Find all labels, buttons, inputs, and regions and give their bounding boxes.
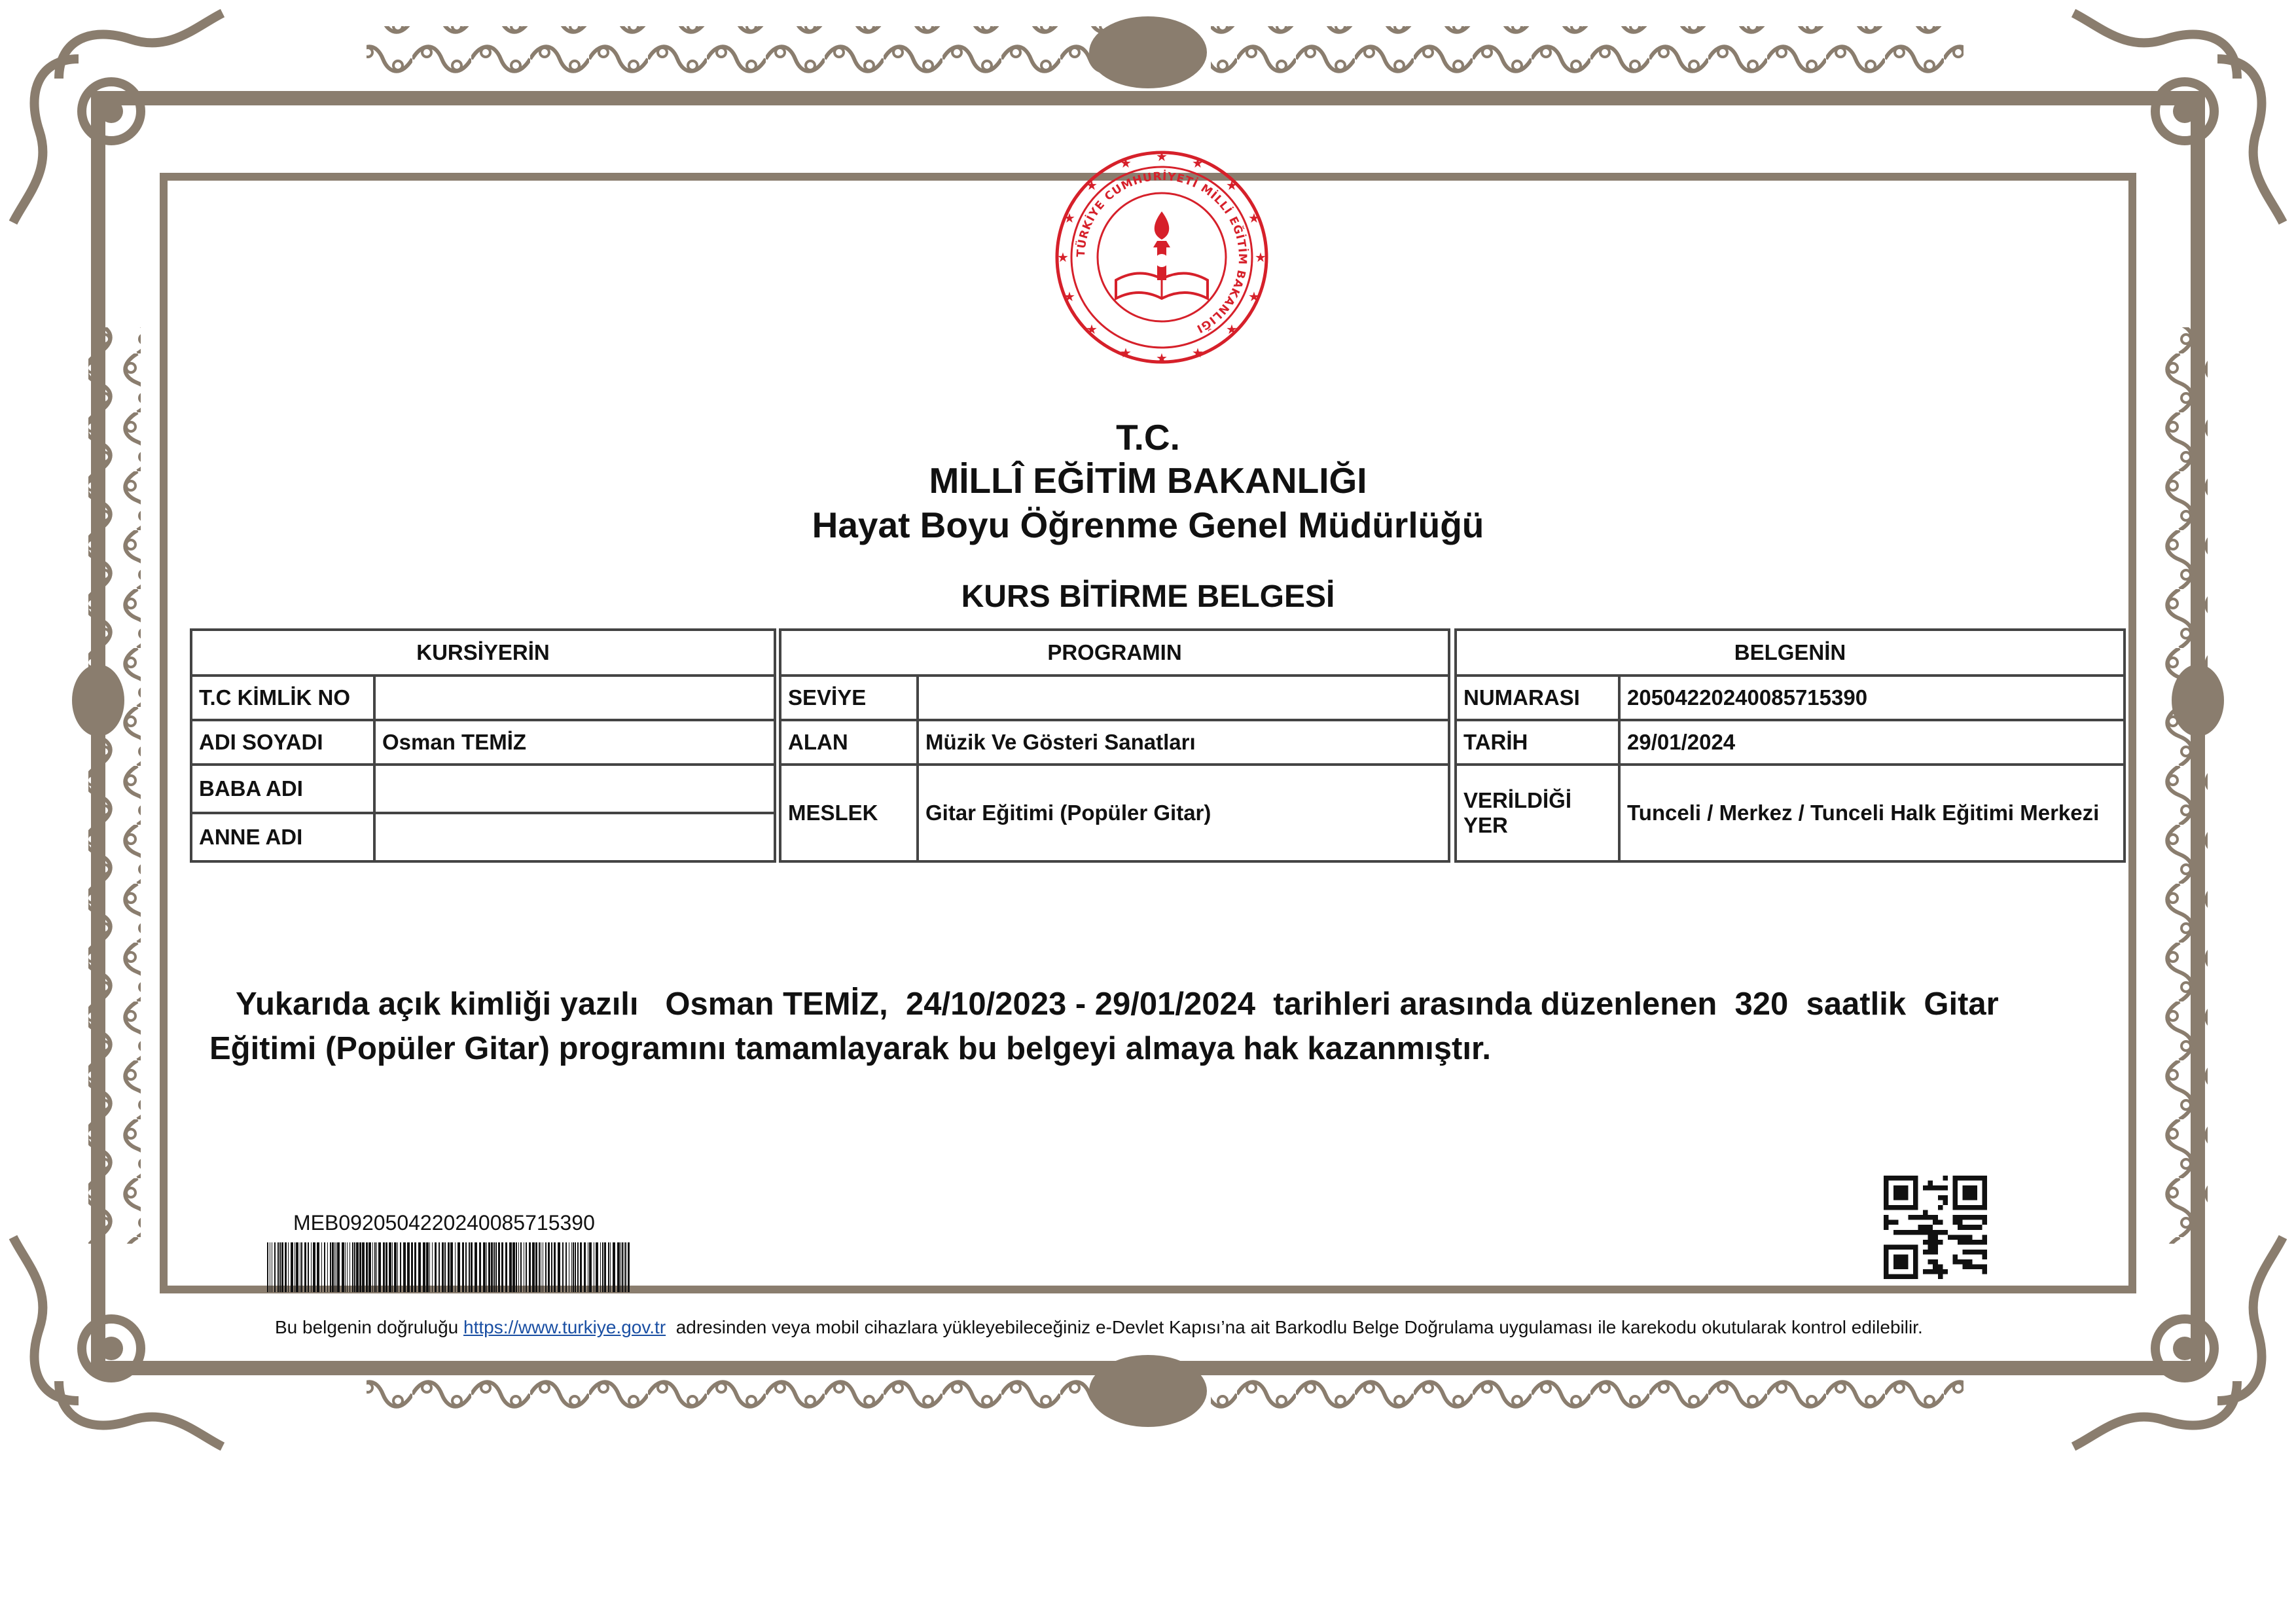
ministry-seal xyxy=(1054,149,1270,365)
statement-name: Osman TEMİZ, xyxy=(665,986,888,1022)
svg-text:★: ★ xyxy=(1064,289,1075,304)
field-value: 29/01/2024 xyxy=(1619,720,2125,765)
svg-text:★: ★ xyxy=(1156,350,1168,365)
svg-text:★: ★ xyxy=(1120,155,1132,171)
statement-hours-suffix: saatlik xyxy=(1806,986,1907,1022)
svg-text:★: ★ xyxy=(1192,155,1204,171)
qr-code-image xyxy=(1884,1176,1987,1279)
barcode-image xyxy=(267,1242,634,1292)
field-label: NUMARASI xyxy=(1456,676,1619,720)
svg-text:★: ★ xyxy=(1086,321,1098,337)
field-label: ALAN xyxy=(780,720,918,765)
field-label: T.C KİMLİK NO xyxy=(191,676,374,720)
verification-footer xyxy=(275,1317,1923,1338)
statement-suffix: programını tamamlayarak bu belgeyi almaya hak kazanmıştır. xyxy=(558,1031,1491,1066)
program-heading: PROGRAMIN xyxy=(780,630,1449,676)
statement-program: Gitar Eğitimi (Popüler Gitar) xyxy=(209,986,1999,1066)
trainee-heading: KURSİYERİN xyxy=(191,630,775,676)
statement-mid: tarihleri arasında düzenlenen xyxy=(1273,986,1717,1022)
statement-hours: 320 xyxy=(1734,986,1789,1022)
program-table xyxy=(779,628,1450,863)
trainee-table xyxy=(190,628,776,863)
field-value: Tunceli / Merkez / Tunceli Halk Eğitimi Merkezi xyxy=(1619,765,2125,861)
svg-text:★: ★ xyxy=(1226,177,1238,193)
footer-suffix: adresinden veya mobil cihazlara yükleyebileceğiniz e-Devlet Kapısı’na ait Barkodlu Belge Doğrulama uygulaması ile karekodu okutularak kontrol edilebilir. xyxy=(675,1317,1923,1337)
statement-end-date: 29/01/2024 xyxy=(1094,986,1256,1022)
svg-text:★: ★ xyxy=(1064,210,1075,226)
field-value: Gitar Eğitimi (Popüler Gitar) xyxy=(918,765,1449,861)
svg-text:★: ★ xyxy=(1057,249,1069,265)
header-directorate: Hayat Boyu Öğrenme Genel Müdürlüğü xyxy=(812,505,1484,545)
svg-text:★: ★ xyxy=(1226,321,1238,337)
field-value xyxy=(374,765,775,813)
svg-text:★: ★ xyxy=(1192,345,1204,361)
svg-text:TÜRKİYE CUMHURİYETİ MİLLİ EĞİT: TÜRKİYE CUMHURİYETİ MİLLİ EĞİTİM BAKANLIĞI xyxy=(1074,170,1249,336)
svg-text:★: ★ xyxy=(1248,289,1260,304)
field-value xyxy=(918,676,1449,720)
field-label: TARİH xyxy=(1456,720,1619,765)
certificate-heading: BELGENİN xyxy=(1456,630,2125,676)
field-label: ANNE ADI xyxy=(191,813,374,861)
statement-start-date: 24/10/2023 xyxy=(905,986,1067,1022)
field-value: Müzik Ve Gösteri Sanatları xyxy=(918,720,1449,765)
certificate-table xyxy=(1454,628,2126,863)
completion-statement xyxy=(209,982,2108,1071)
field-label: BABA ADI xyxy=(191,765,374,813)
field-label: ADI SOYADI xyxy=(191,720,374,765)
field-label: MESLEK xyxy=(780,765,918,861)
field-value: Osman TEMİZ xyxy=(374,720,775,765)
footer-prefix: Bu belgenin doğruluğu xyxy=(275,1317,459,1337)
barcode-number: MEB0920504220240085715390 xyxy=(293,1211,595,1235)
svg-text:★: ★ xyxy=(1086,177,1098,193)
field-label: VERİLDİĞİ YER xyxy=(1456,765,1619,861)
statement-prefix: Yukarıda açık kimliği yazılı xyxy=(236,986,639,1022)
svg-text:★: ★ xyxy=(1120,345,1132,361)
field-label: SEVİYE xyxy=(780,676,918,720)
verification-link[interactable]: https://www.turkiye.gov.tr xyxy=(463,1317,666,1337)
header-ministry: MİLLÎ EĞİTİM BAKANLIĞI xyxy=(929,460,1367,501)
svg-text:★: ★ xyxy=(1156,149,1168,164)
field-value xyxy=(374,813,775,861)
statement-dash: - xyxy=(1075,986,1086,1022)
field-value xyxy=(374,676,775,720)
field-value: 20504220240085715390 xyxy=(1619,676,2125,720)
document-title: KURS BİTİRME BELGESİ xyxy=(961,579,1335,614)
header-tc: T.C. xyxy=(1116,417,1180,458)
svg-text:★: ★ xyxy=(1248,210,1260,226)
svg-text:★: ★ xyxy=(1255,249,1266,265)
